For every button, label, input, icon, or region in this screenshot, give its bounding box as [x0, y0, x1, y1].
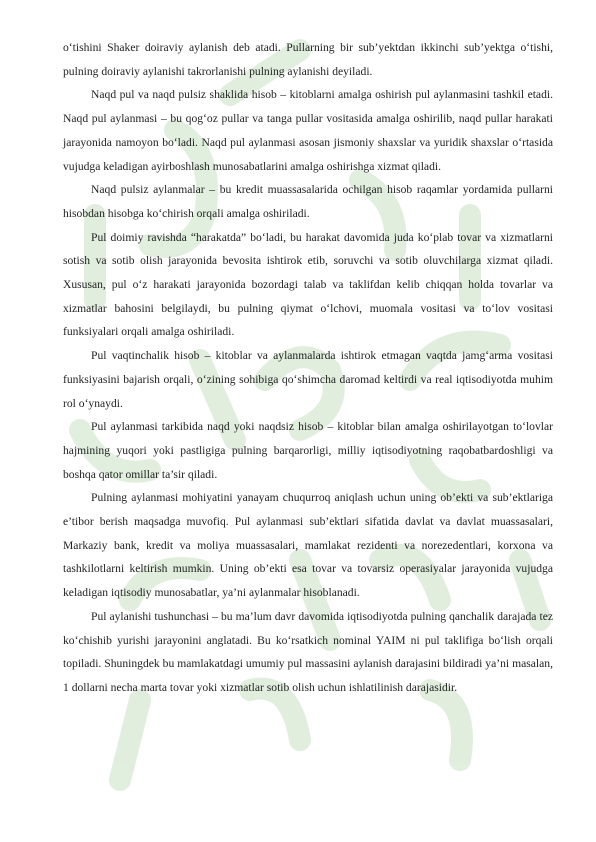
paragraph: o‘tishini Shaker doiraviy aylanish deb atadi. Pullarning bir sub’yektdan ikkinchi sub’yektga o‘tishi, pulning doiraviy aylanishi takrorlanishi pulning aylanishi deyiladi. — [63, 41, 553, 78]
paragraph: Naqd pulsiz aylanmalar – bu kredit muassasalarida ochilgan hisob raqamlar yordamida pullarni hisobdan hisobga ko‘chirish orqali amalga oshiriladi. — [63, 183, 553, 220]
paragraph: Pul aylanishi tushunchasi – bu ma’lum davr davomida iqtisodiyotda pulning qanchalik darajada tez ko‘chishib yurishi jarayonini anglatadi. Bu ko‘rsatkich nominal YAIM ni pul taklifiga bo‘lish orqali topiladi. Shuningdek bu mamlakatdagi umumiy pul massasini aylanish darajasini bildiradi ya’ni masalan, 1 dollarni necha marta tovar yoki xizmatlar sotib olish uchun ishlatilinish darajasidir. — [63, 609, 553, 694]
watermark-stroke — [430, 690, 462, 760]
body-text — [63, 36, 553, 700]
paragraph: Naqd pul va naqd pulsiz shaklida hisob – kitoblarni amalga oshirish pul aylanmasini tashkil etadi. Naqd pul aylanmasi – bu qog‘oz pullar va tanga pullar vositasida amalga oshirilib, naqd pullar harakati jarayonida namoyon bo‘ladi. Naqd pul aylanmasi asosan jismoniy shaxslar va yuridik shaxslar o‘rtasida vujudga keladigan ayirboshlash munosabatlarini amalga oshirishga xizmat qiladi. — [63, 88, 553, 173]
paragraph: Pul doimiy ravishda “harakatda” bo‘ladi, bu harakat davomida juda ko‘plab tovar va xizmatlarni sotish va sotib olish jarayonida bevosita ishtirok etib, soruvchi va sotib oluvchilarga xizmat qiladi. Xususan, pul o‘z harakati jarayonida bozordagi talab va taklifdan kelib chiqqan holda tovarlar va xizmatlar bahosini belgilaydi, bu pulning qiymat o‘lchovi, muomala vositasi va to‘lov vositasi funksiyalari orqali amalga oshiriladi. — [63, 230, 553, 339]
paragraph: Pul aylanmasi tarkibida naqd yoki naqdsiz hisob – kitoblar bilan amalga oshirilayotgan to‘lovlar hajmining yuqori yoki pastligiga pulning barqarorligi, milliy iqtisodiyotning raqobatbardoshligi va boshqa qator omillar ta’sir qiladi. — [63, 420, 553, 481]
paragraph: Pul vaqtinchalik hisob – kitoblar va aylanmalarda ishtirok etmagan vaqtda jamg‘arma vositasi funksiyasini bajarish orqali, o‘zining sohibiga qo‘shimcha daromad keltirdi va real iqtisodiyotda muhim rol o‘ynaydi. — [63, 349, 553, 410]
watermark-stroke — [120, 700, 140, 780]
paragraph: Pulning aylanmasi mohiyatini yanayam chuqurroq aniqlash uchun uning ob’ekti va sub’ektlariga e’tibor berish maqsadga muvofiq. Pul aylanmasi sub’ektlari sifatida davlat va davlat muassasalari, Markaziy bank, kredit va moliya muassasalari, mamlakat rezidenti va norezedentlari, korxona va tashkilotlarni keltirish mumkin. Uning ob’ekti esa tovar va tovarsiz operasiyalar jarayonida vujudga keladigan iqtisodiy munosabatlar, ya’ni aylanmalar hisoblanadi. — [63, 491, 553, 600]
